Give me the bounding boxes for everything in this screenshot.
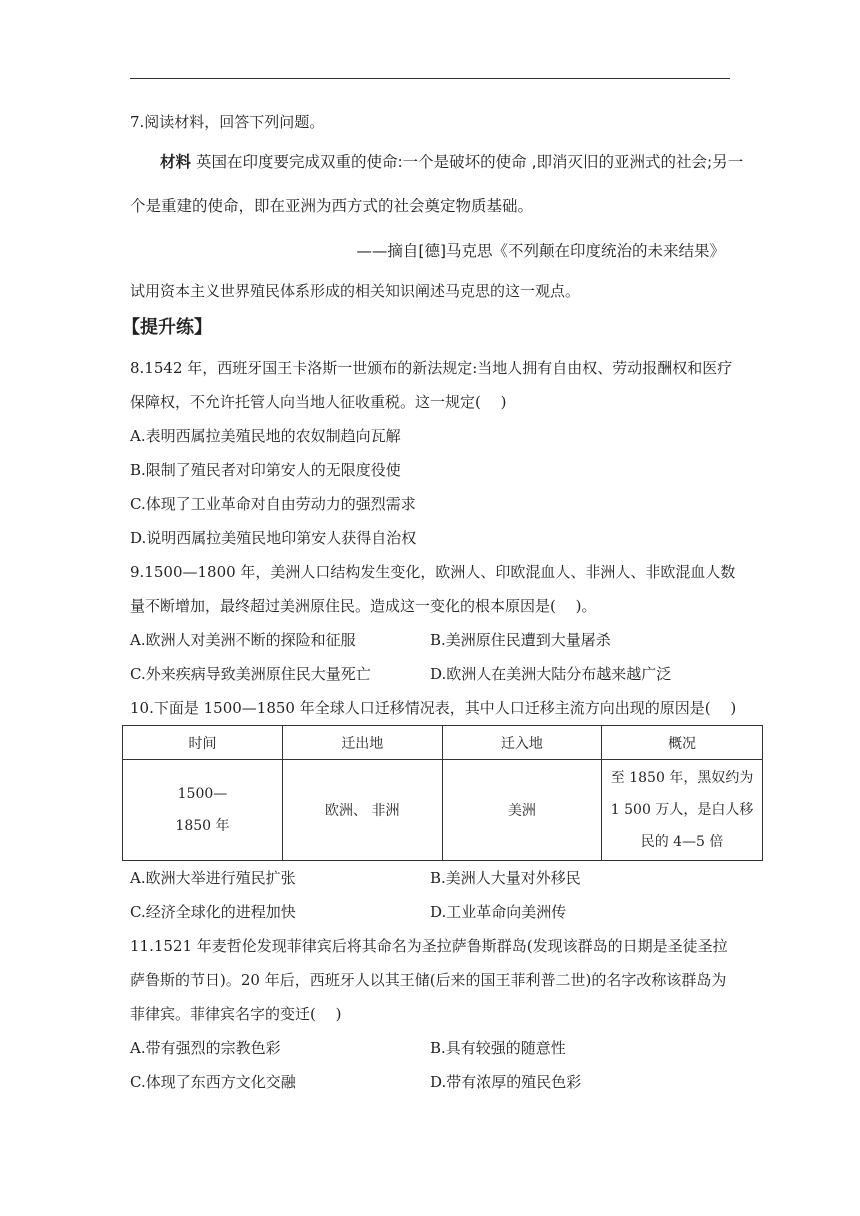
q8-stem-line1: 8.1542 年，西班牙国王卡洛斯一世颁布的新法规定:当地人拥有自由权、劳动报酬权和医疗 — [130, 359, 733, 377]
q11-option-b: B.具有较强的随意性 — [430, 1039, 566, 1057]
q11-stem-line3: 菲律宾。菲律宾名字的变迁( ) — [130, 1005, 342, 1023]
q9-option-a: A.欧洲人对美洲不断的探险和征服 — [130, 631, 356, 649]
material-text: 英国在印度要完成双重的使命:一个是破坏的使命 ,即消灭旧的亚洲式的社会;另一 — [195, 153, 744, 171]
q10-option-c: C.经济全球化的进程加快 — [130, 903, 296, 921]
q7-material-line1 — [160, 152, 743, 172]
header-destination: 迁入地 — [442, 726, 602, 760]
q7-material-line2: 个是重建的使命，即在亚洲为西方式的社会奠定物质基础。 — [130, 197, 534, 215]
q9-stem-line2: 量不断增加，最终超过美洲原住民。造成这一变化的根本原因是( )。 — [130, 597, 597, 615]
q9-stem-line1: 9.1500—1800 年，美洲人口结构发生变化，欧洲人、印欧混血人、非洲人、非欧混血人数 — [130, 563, 736, 581]
cell-summary-line1: 至 1850 年，黑奴约为 — [610, 770, 754, 786]
header-origin: 迁出地 — [282, 726, 442, 760]
q8-option-c: C.体现了工业革命对自由劳动力的强烈需求 — [130, 495, 416, 513]
cell-time-line1: 1500— — [177, 786, 228, 802]
table-row — [123, 760, 763, 861]
q8-stem-line2: 保障权，不允许托管人向当地人征收重税。这一规定( ) — [130, 393, 507, 411]
q11-stem-line2: 萨鲁斯的节日)。20 年后，西班牙人以其王储(后来的国王菲利普二世)的名字改称该群岛为 — [130, 971, 727, 989]
cell-destination: 美洲 — [442, 760, 602, 861]
q9-option-b: B.美洲原住民遭到大量屠杀 — [430, 631, 611, 649]
cell-summary-line3: 民的 4—5 倍 — [640, 834, 724, 850]
migration-table — [122, 725, 763, 861]
q10-option-b: B.美洲人大量对外移民 — [430, 869, 581, 887]
q7-prompt: 7.阅读材料，回答下列问题。 — [130, 113, 325, 131]
header-rule — [130, 78, 730, 79]
cell-origin: 欧洲、 非洲 — [282, 760, 442, 861]
q9-option-c: C.外来疾病导致美洲原住民大量死亡 — [130, 665, 371, 683]
q8-option-b: B.限制了殖民者对印第安人的无限度役使 — [130, 461, 401, 479]
q8-option-a: A.表明西属拉美殖民地的农奴制趋向瓦解 — [130, 427, 401, 445]
q11-option-c: C.体现了东西方文化交融 — [130, 1073, 296, 1091]
q8-option-d: D.说明西属拉美殖民地印第安人获得自治权 — [130, 529, 417, 547]
q7-task: 试用资本主义世界殖民体系形成的相关知识阐述马克思的这一观点。 — [130, 282, 581, 300]
table-header-row — [123, 726, 763, 760]
q10-stem: 10.下面是 1500—1850 年全球人口迁移情况表，其中人口迁移主流方向出现的原因是( ) — [130, 699, 737, 717]
q11-option-a: A.带有强烈的宗教色彩 — [130, 1039, 281, 1057]
cell-time — [123, 760, 283, 861]
cell-time-line2: 1850 年 — [175, 818, 230, 834]
q11-option-d: D.带有浓厚的殖民色彩 — [430, 1073, 582, 1091]
material-label: 材料 — [160, 153, 192, 171]
cell-summary — [602, 760, 763, 861]
q10-option-a: A.欧洲大举进行殖民扩张 — [130, 869, 296, 887]
header-summary: 概况 — [602, 726, 763, 760]
header-time: 时间 — [123, 726, 283, 760]
q10-option-d: D.工业革命向美洲传 — [430, 903, 567, 921]
q7-source: ——摘自[德]马克思《不列颠在印度统治的未来结果》 — [356, 242, 725, 260]
q9-option-d: D.欧洲人在美洲大陆分布越来越广泛 — [430, 665, 672, 683]
cell-summary-line2: 1 500 万人，是白人移 — [610, 802, 754, 818]
q11-stem-line1: 11.1521 年麦哲伦发现菲律宾后将其命名为圣拉萨鲁斯群岛(发现该群岛的日期是圣徒圣拉 — [130, 937, 728, 955]
section-title: 【提升练】 — [122, 317, 212, 338]
